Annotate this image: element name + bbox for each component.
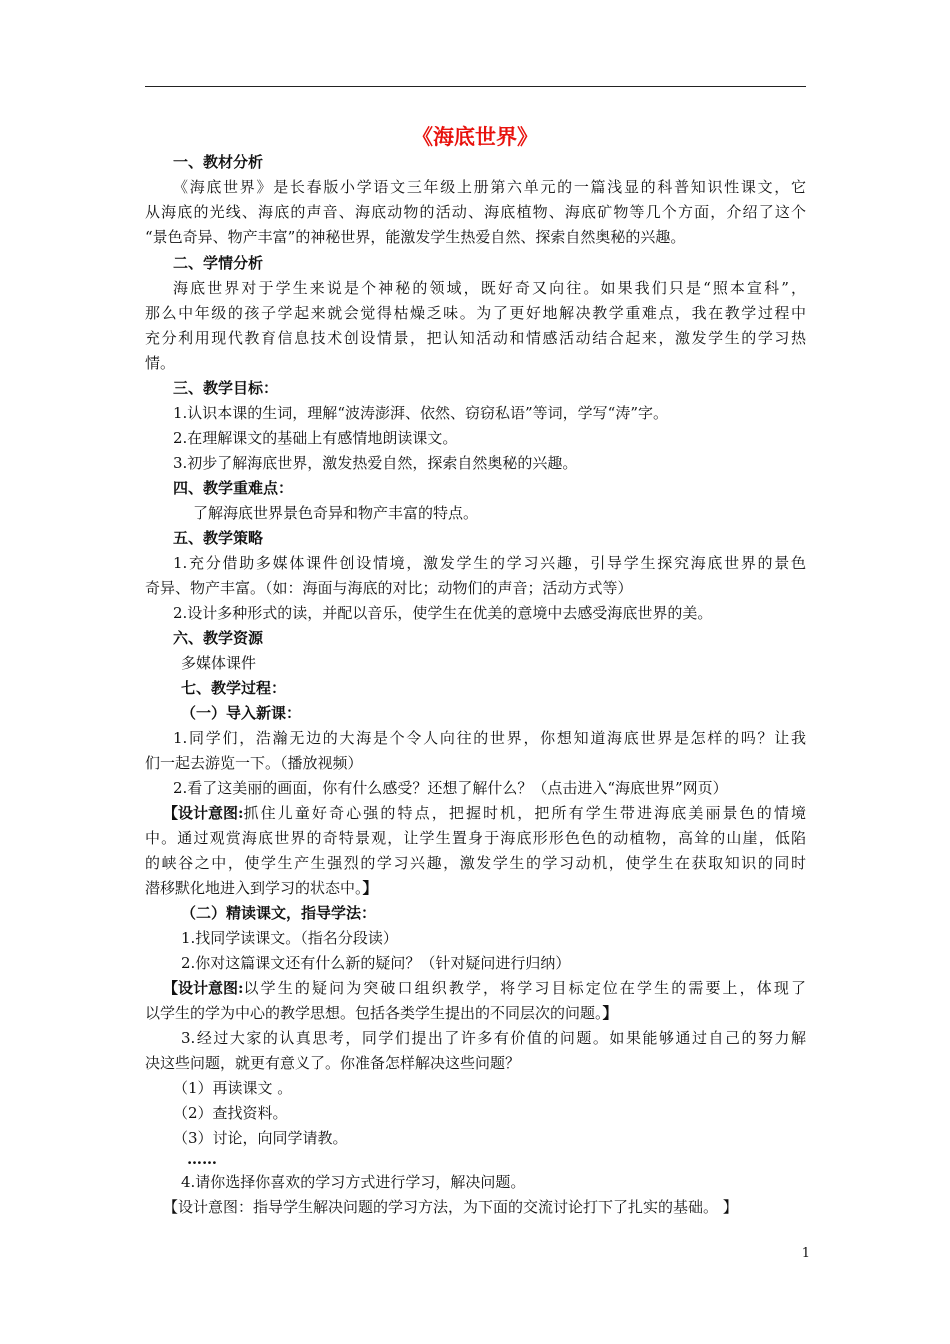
- paragraph-line: 从海底的光线、海底的声音、海底动物的活动、海底植物、海底矿物等几个方面，介绍了这个: [145, 203, 806, 221]
- design-intent-text: 以学生的学为中心的教学思想。包括各类学生提出的不同层次的问题。: [145, 1004, 603, 1022]
- paragraph-line: 1.同学们，浩瀚无边的大海是个令人向往的世界，你想知道海底世界是怎样的吗？让我: [173, 729, 806, 747]
- paragraph-line: 决这些问题，就更有意义了。你准备怎样解决这些问题？: [145, 1054, 521, 1072]
- paragraph-line: 海底世界对于学生来说是个神秘的领域，既好奇又向往。如果我们只是“照本宣科”，: [173, 279, 806, 297]
- section-heading-2: 二、学情分析: [173, 254, 264, 272]
- ellipsis: ……: [187, 1150, 217, 1168]
- list-item: 3.初步了解海底世界，激发热爱自然，探索自然奥秘的兴趣。: [173, 454, 578, 472]
- paragraph-line: [145, 1003, 806, 1023]
- design-intent-note: [163, 978, 806, 998]
- section-heading-4: 四、教学重难点：: [173, 479, 294, 497]
- section-heading-7: 七、教学过程：: [181, 679, 287, 697]
- section-heading-3: 三、教学目标：: [173, 379, 279, 397]
- list-item: 2.设计多种形式的读，并配以音乐，使学生在优美的意境中去感受海底世界的美。: [173, 604, 713, 622]
- paragraph-line: 多媒体课件: [181, 654, 257, 672]
- design-intent-label: 【设计意图:: [163, 804, 244, 822]
- section-heading-1: 一、教材分析: [173, 153, 264, 171]
- section-heading-6: 六、教学资源: [173, 629, 264, 647]
- list-item: 奇异、物产丰富。（如：海面与海底的对比；动物们的声音；活动方式等）: [145, 579, 633, 597]
- section-heading-5: 五、教学策略: [173, 529, 264, 547]
- design-intent-bracket: 】: [602, 1004, 618, 1022]
- list-item: 4.请你选择你喜欢的学习方式进行学习，解决问题。: [181, 1173, 526, 1191]
- design-intent-note: 【设计意图：指导学生解决问题的学习方法，为下面的交流讨论打下了扎实的基础。 】: [163, 1198, 738, 1216]
- paragraph-line: 《海底世界》是长春版小学语文三年级上册第六单元的一篇浅显的科普知识性课文，它: [173, 178, 806, 196]
- list-item: （1）再读课文 。: [173, 1079, 293, 1097]
- header-rule: [145, 86, 806, 87]
- design-intent-text: 以学生的疑问为突破口组织教学，将学习目标定位在学生的需要上，体现了: [243, 979, 806, 997]
- page-number: 1: [801, 1246, 810, 1261]
- design-intent-note: [163, 803, 806, 823]
- document-title: 《海底世界》: [412, 124, 538, 149]
- paragraph-line: 中。通过观赏海底世界的奇特景观，让学生置身于海底形形色色的动植物，高耸的山崖，低陷: [145, 829, 806, 847]
- design-intent-bracket: 】: [362, 879, 378, 897]
- paragraph-line: 们一起去游览一下。（播放视频）: [145, 754, 363, 772]
- paragraph-line: “景色奇异、物产丰富”的神秘世界，能激发学生热爱自然、探索自然奥秘的兴趣。: [145, 228, 686, 246]
- list-item: （3）讨论，向同学请教。: [173, 1129, 348, 1147]
- design-intent-text: 抓住儿童好奇心强的特点，把握时机，把所有学生带进海底美丽景色的情境: [243, 804, 806, 822]
- paragraph-line: 了解海底世界景色奇异和物产丰富的特点。: [193, 504, 479, 522]
- paragraph-line: 那么中年级的孩子学起来就会觉得枯燥乏味。为了更好地解决教学重难点，我在教学过程中: [145, 304, 806, 322]
- subsection-heading: （二）精读课文，指导学法：: [181, 904, 377, 922]
- paragraph-line: 充分利用现代教育信息技术创设情景，把认知活动和情感活动结合起来，激发学生的学习热: [145, 329, 806, 347]
- design-intent-label: 【设计意图:: [163, 979, 244, 997]
- paragraph-line: [145, 878, 806, 898]
- list-item: 2.在理解课文的基础上有感情地朗读课文。: [173, 429, 458, 447]
- list-item: 1.认识本课的生词，理解“波涛澎湃、依然、窃窃私语”等词，学写“涛”字。: [173, 404, 668, 422]
- paragraph-line: 情。: [145, 354, 176, 372]
- list-item: 1.找同学读课文。（指名分段读）: [181, 929, 398, 947]
- paragraph-line: 的峡谷之中，使学生产生强烈的学习兴趣，激发学生的学习动机，使学生在获取知识的同时: [145, 854, 806, 872]
- list-item: （2）查找资料。: [173, 1104, 288, 1122]
- list-item: 1.充分借助多媒体课件创设情境，激发学生的学习兴趣，引导学生探究海底世界的景色: [173, 554, 806, 572]
- paragraph-line: 3.经过大家的认真思考，同学们提出了许多有价值的问题。如果能够通过自己的努力解: [181, 1029, 806, 1047]
- design-intent-text: 潜移默化地进入到学习的状态中。: [145, 879, 363, 897]
- subsection-heading: （一）导入新课：: [181, 704, 302, 722]
- paragraph-line: 2.看了这美丽的画面，你有什么感受？还想了解什么？（点击进入“海底世界”网页）: [173, 779, 728, 797]
- list-item: 2.你对这篇课文还有什么新的疑问？（针对疑问进行归纳）: [181, 954, 571, 972]
